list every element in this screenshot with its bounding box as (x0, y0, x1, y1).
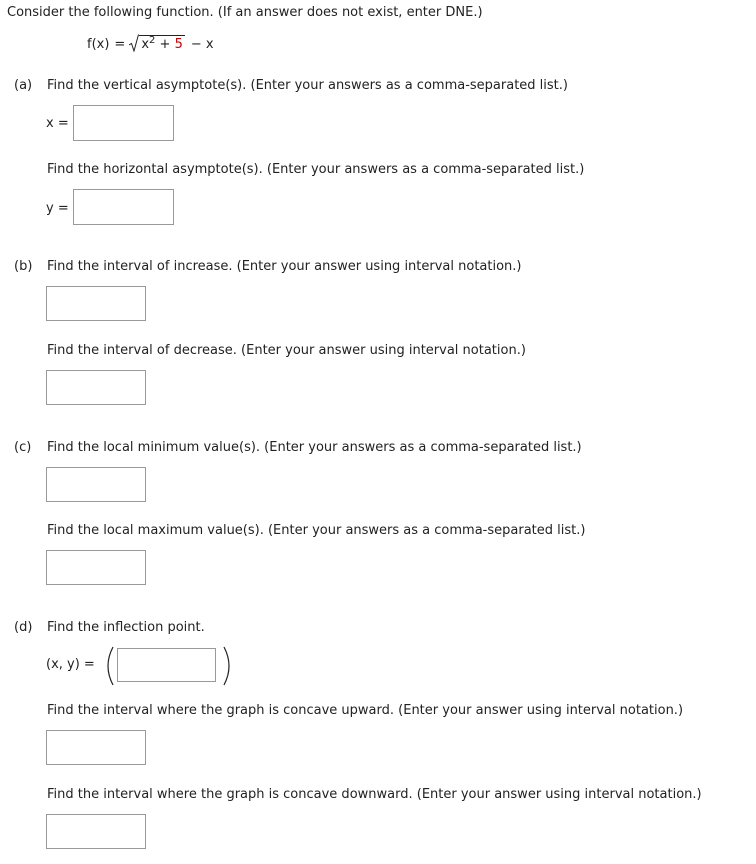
part-a-label: (a) (14, 78, 33, 93)
local-maximum-input[interactable] (46, 550, 146, 585)
horizontal-asymptote-input[interactable] (73, 189, 174, 225)
concave-downward-input[interactable] (46, 814, 146, 849)
radicand-plus: + (159, 37, 171, 52)
radicand (139, 35, 185, 52)
x-equals-label: x = (46, 116, 69, 131)
xy-equals-label: (x, y) = (46, 657, 95, 672)
local-minimum-input[interactable] (46, 467, 146, 502)
vertical-asymptote-input[interactable] (73, 105, 174, 141)
concave-upward-input[interactable] (46, 730, 146, 765)
part-c-label: (c) (14, 440, 32, 455)
part-b-label: (b) (14, 259, 33, 274)
inflection-point-question: Find the inflection point. (47, 620, 205, 635)
y-equals-label: y = (46, 201, 69, 216)
concave-downward-question: Find the interval where the graph is concave downward. (Enter your answer using interval notation.) (47, 787, 702, 802)
radicand-base: x (141, 37, 150, 52)
square-root (129, 34, 185, 52)
formula-lhs: f(x) (87, 37, 110, 52)
formula-tail: − x (190, 37, 214, 52)
interval-increase-input[interactable] (46, 286, 146, 321)
left-paren-icon (102, 646, 116, 686)
function-formula (87, 34, 214, 52)
concave-upward-question: Find the interval where the graph is concave upward. (Enter your answer using interval notation.) (47, 703, 684, 718)
formula-equals: = (114, 37, 126, 52)
interval-decrease-question: Find the interval of decrease. (Enter your answer using interval notation.) (47, 343, 526, 358)
right-paren-icon (221, 646, 235, 686)
radical-sign-icon (129, 34, 139, 52)
interval-decrease-input[interactable] (46, 370, 146, 405)
instructions: Consider the following function. (If an answer does not exist, enter DNE.) (7, 5, 483, 20)
radicand-exponent: 2 (149, 35, 156, 46)
inflection-point-input[interactable] (117, 648, 216, 682)
horizontal-asymptote-question: Find the horizontal asymptote(s). (Enter your answers as a comma-separated list.) (47, 162, 585, 177)
interval-increase-question: Find the interval of increase. (Enter your answer using interval notation.) (47, 259, 522, 274)
local-minimum-question: Find the local minimum value(s). (Enter your answers as a comma-separated list.) (47, 440, 582, 455)
part-d-label: (d) (14, 620, 33, 635)
local-maximum-question: Find the local maximum value(s). (Enter your answers as a comma-separated list.) (47, 523, 586, 538)
vertical-asymptote-question: Find the vertical asymptote(s). (Enter your answers as a comma-separated list.) (47, 78, 568, 93)
radicand-constant: 5 (174, 37, 183, 52)
